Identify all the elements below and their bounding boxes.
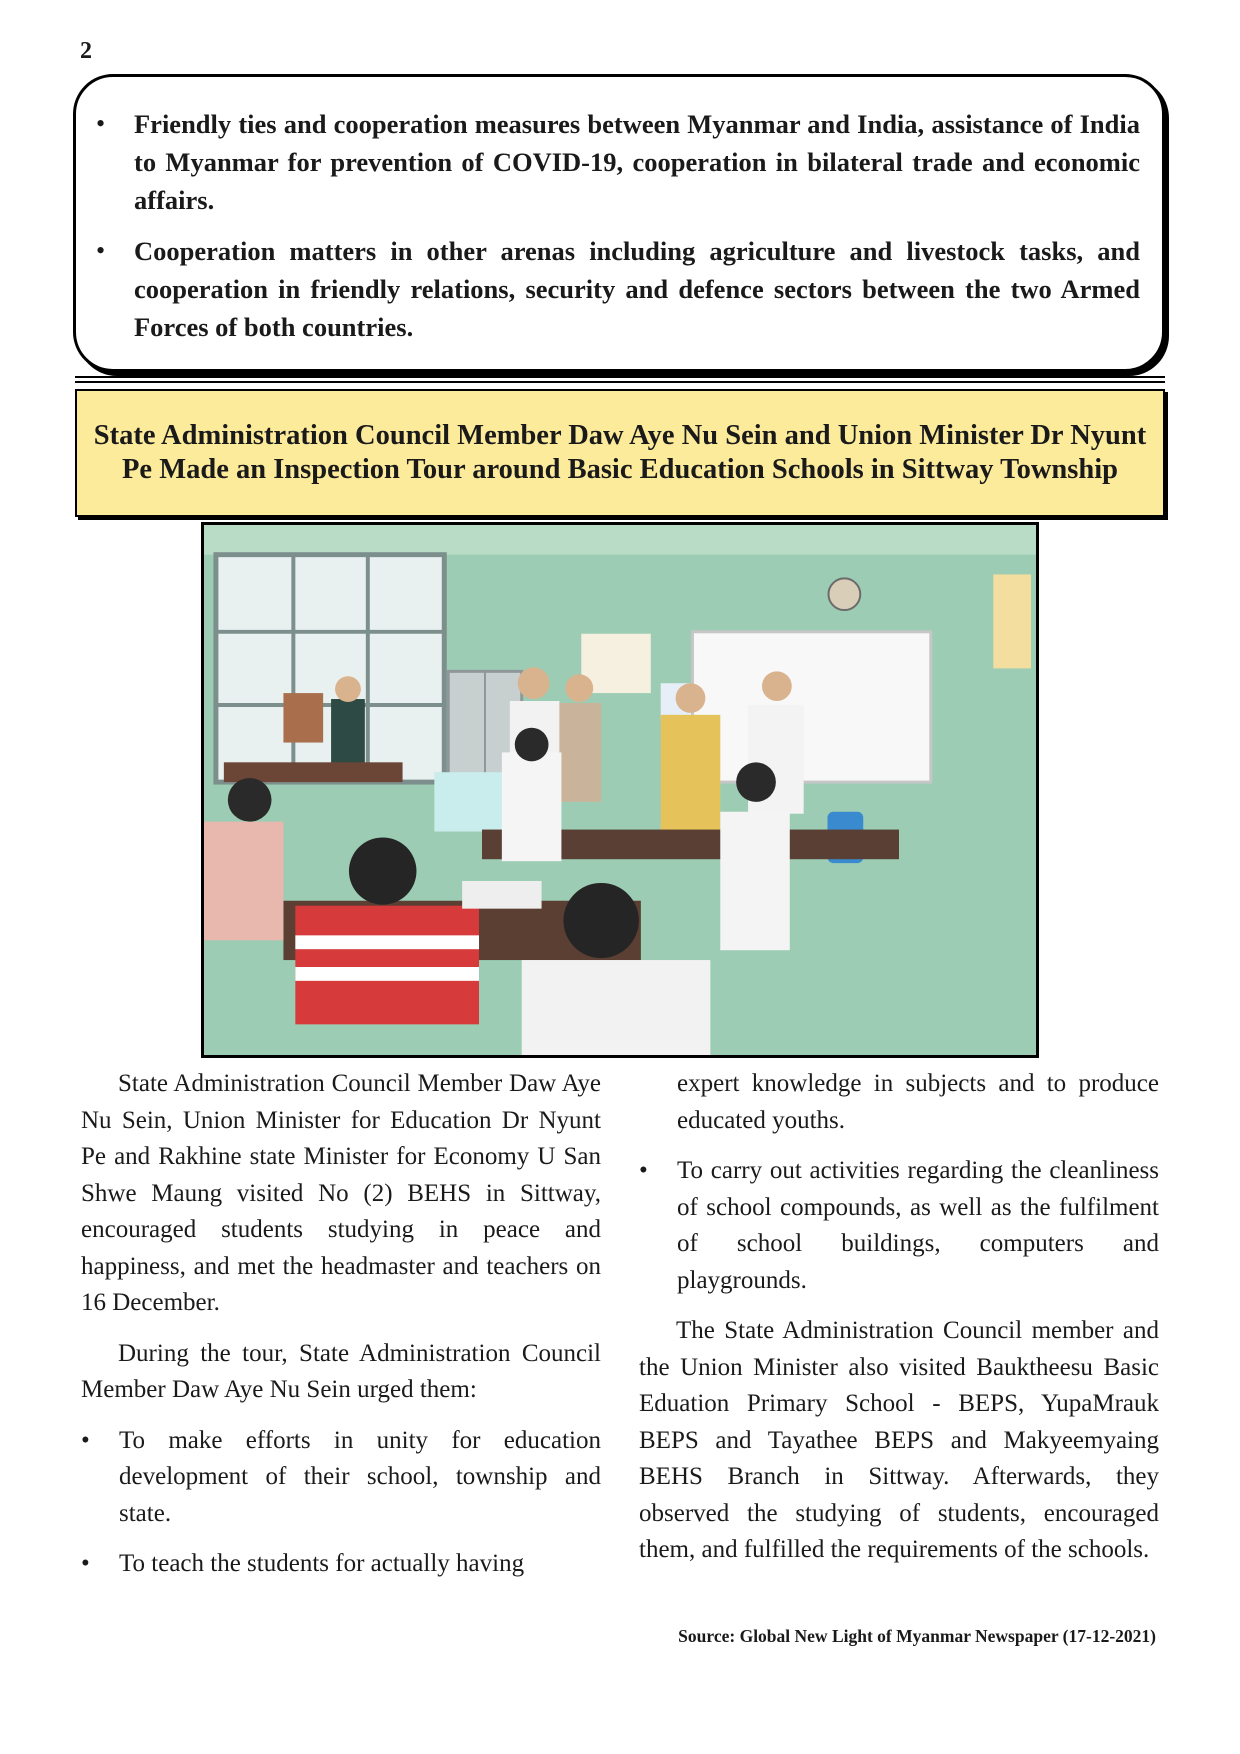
urged-item: • To carry out activities regarding the cleanliness of school compounds, as well as the fulfilment of school buildings, computers and playgrounds. bbox=[639, 1153, 1159, 1299]
article-paragraph: During the tour, State Administration Council Member Daw Aye Nu Sein urged them: bbox=[81, 1339, 601, 1403]
urged-item: • To teach the students for actually having bbox=[81, 1546, 601, 1583]
urged-item: • To make efforts in unity for education development of their school, township and state. bbox=[81, 1423, 601, 1533]
headline-box bbox=[75, 389, 1165, 517]
article-column-left bbox=[81, 1066, 601, 1597]
summary-box bbox=[73, 74, 1165, 372]
divider-rule bbox=[75, 376, 1165, 378]
article-column-right bbox=[639, 1066, 1159, 1583]
page-number: 2 bbox=[80, 38, 92, 64]
source-citation: Source: Global New Light of Myanmar Newspaper (17-12-2021) bbox=[678, 1626, 1156, 1646]
article-paragraph: State Administration Council Member Daw Aye Nu Sein, Union Minister for Education Dr Nyunt Pe and Rakhine state Minister for Economy U San Shwe Maung visited No (2) BEHS in Sittway, encouraged students studying in peace and happiness, and met the headmaster and teachers on 16 December. bbox=[81, 1070, 601, 1316]
article-photo bbox=[201, 522, 1039, 1058]
summary-list bbox=[76, 77, 1162, 346]
urged-item-continuation: expert knowledge in subjects and to produce educated youths. bbox=[677, 1070, 1159, 1134]
classroom-photo-illustration bbox=[204, 525, 1036, 1055]
article-headline: State Administration Council Member Daw Aye Nu Sein and Union Minister Dr Nyunt Pe Made an Inspection Tour around Basic Education Schools in Sittway Township bbox=[93, 420, 1147, 485]
article-paragraph: The State Administration Council member and the Union Minister also visited Bauktheesu Basic Eduation Primary School - BEPS, YupaMrauk BEPS and Tayathee BEPS and Makyeemyaing BEHS Branch in Sittway. Afterwards, they observed the studying of students, encouraged them, and fulfilled the requirements of the schools. bbox=[639, 1317, 1159, 1563]
urged-list-continued bbox=[639, 1153, 1159, 1299]
urged-list bbox=[81, 1423, 601, 1583]
divider-rule bbox=[75, 381, 1165, 383]
summary-point: • Cooperation matters in other arenas including agriculture and livestock tasks, and cooperation in friendly relations, security and defence sectors between the two Armed Forces of both countries. bbox=[134, 232, 1140, 346]
summary-point: • Friendly ties and cooperation measures between Myanmar and India, assistance of India to Myanmar for prevention of COVID-19, cooperation in bilateral trade and economic affairs. bbox=[134, 105, 1140, 219]
